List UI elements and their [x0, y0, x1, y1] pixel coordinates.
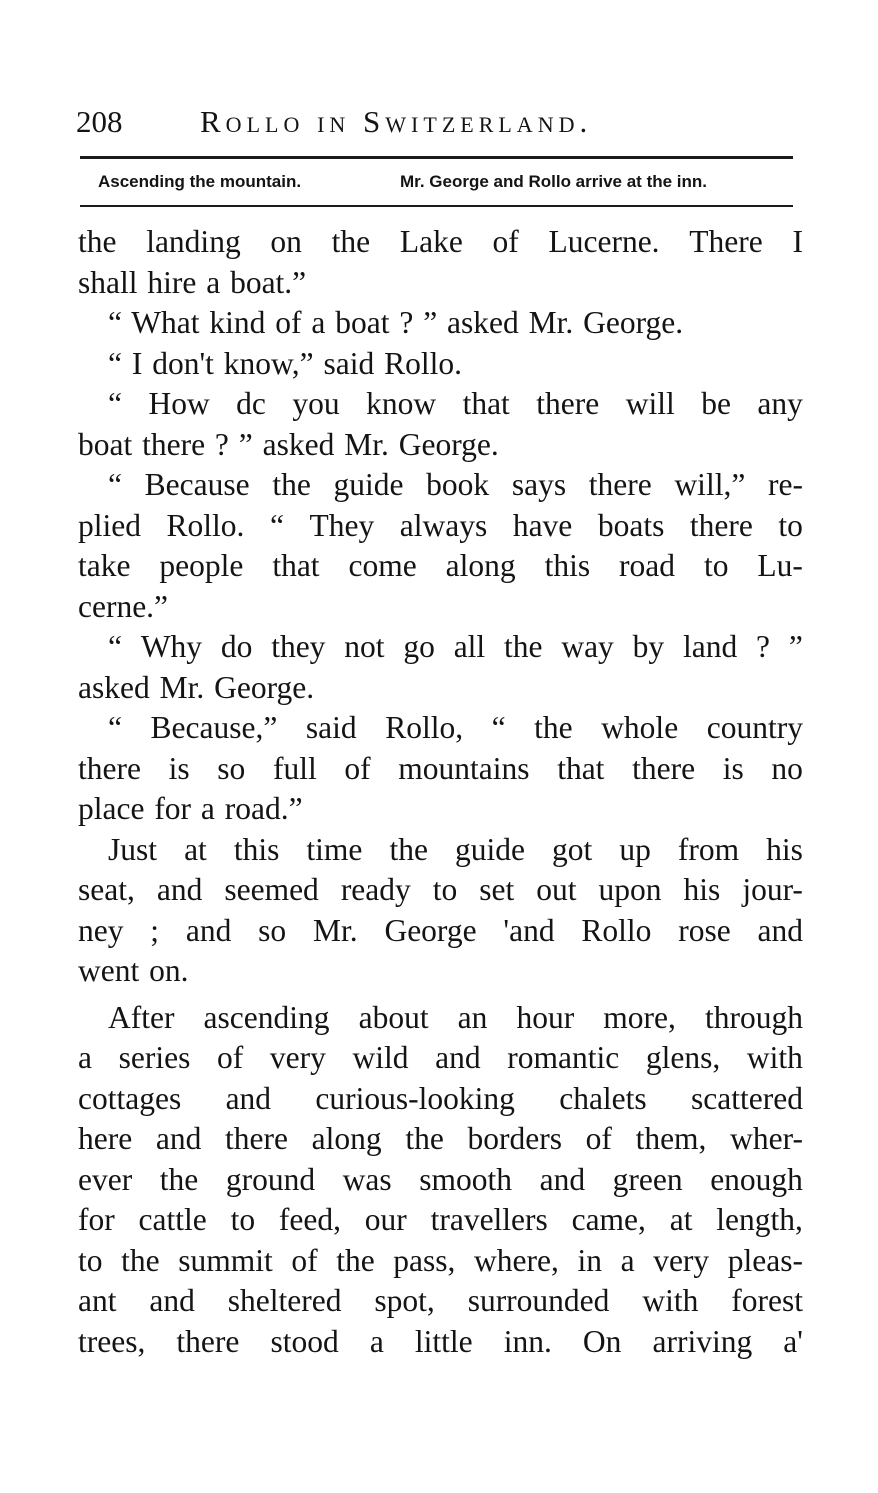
text-line: boat there ? ” asked Mr. George.	[78, 426, 499, 462]
text-line: seat, and seemed ready to set out upon his jour-	[78, 872, 803, 907]
text-line: asked Mr. George.	[78, 669, 315, 705]
text-line: ever the ground was smooth and green enough	[78, 1161, 803, 1197]
text-line: cerne.”	[78, 588, 169, 624]
text-line: Just at this time the guide got up from his	[108, 831, 803, 867]
body-text	[78, 222, 803, 1362]
text-line: for cattle to feed, our travellers came, at length,	[78, 1202, 803, 1237]
text-line: ant and sheltered spot, surrounded with forest	[78, 1283, 803, 1318]
topic-right: Mr. George and Rollo arrive at the inn.	[400, 172, 708, 191]
text-line: “ How dc you know that there will be any	[108, 386, 803, 421]
text-line: the landing on the Lake of Lucerne. There I	[78, 224, 803, 259]
text-line: trees, there stood a little inn. On arriving a'	[78, 1323, 803, 1359]
text-line: to the summit of the pass, where, in a very pleas-	[78, 1242, 803, 1278]
text-line: went on.	[78, 953, 189, 988]
text-line: a series of very wild and romantic glens, with	[78, 1040, 803, 1075]
text-line: here and there along the borders of them, wher-	[78, 1121, 803, 1156]
text-line: cottages and curious-looking chalets scattered	[78, 1080, 803, 1116]
text-line: “ Because the guide book says there will,” re-	[108, 467, 803, 502]
text-line: “ Why do they not go all the way by land ? ”	[108, 629, 803, 664]
text-line: “ Because,” said Rollo, “ the whole country	[108, 710, 803, 745]
text-line: plied Rollo. “ They always have boats there to	[78, 507, 803, 543]
text-line: shall hire a boat.”	[78, 264, 307, 300]
text-line: place for a road.”	[78, 791, 303, 826]
page-number: 208	[76, 104, 123, 139]
text-line: “ I don't know,” said Rollo.	[108, 345, 462, 381]
text-line: After ascending about an hour more, through	[108, 999, 803, 1035]
text-line: “ What kind of a boat ? ” asked Mr. George.	[108, 305, 684, 340]
header-rule-bottom	[80, 205, 793, 207]
header-rule-top	[80, 156, 793, 159]
text-line: take people that come along this road to Lu-	[78, 548, 803, 583]
text-line: ney ; and so Mr. George 'and Rollo rose and	[78, 912, 803, 948]
running-title: Rollo in Switzerland.	[200, 104, 593, 139]
text-line: there is so full of mountains that there is no	[78, 750, 803, 786]
topic-left: Ascending the mountain.	[98, 172, 302, 191]
